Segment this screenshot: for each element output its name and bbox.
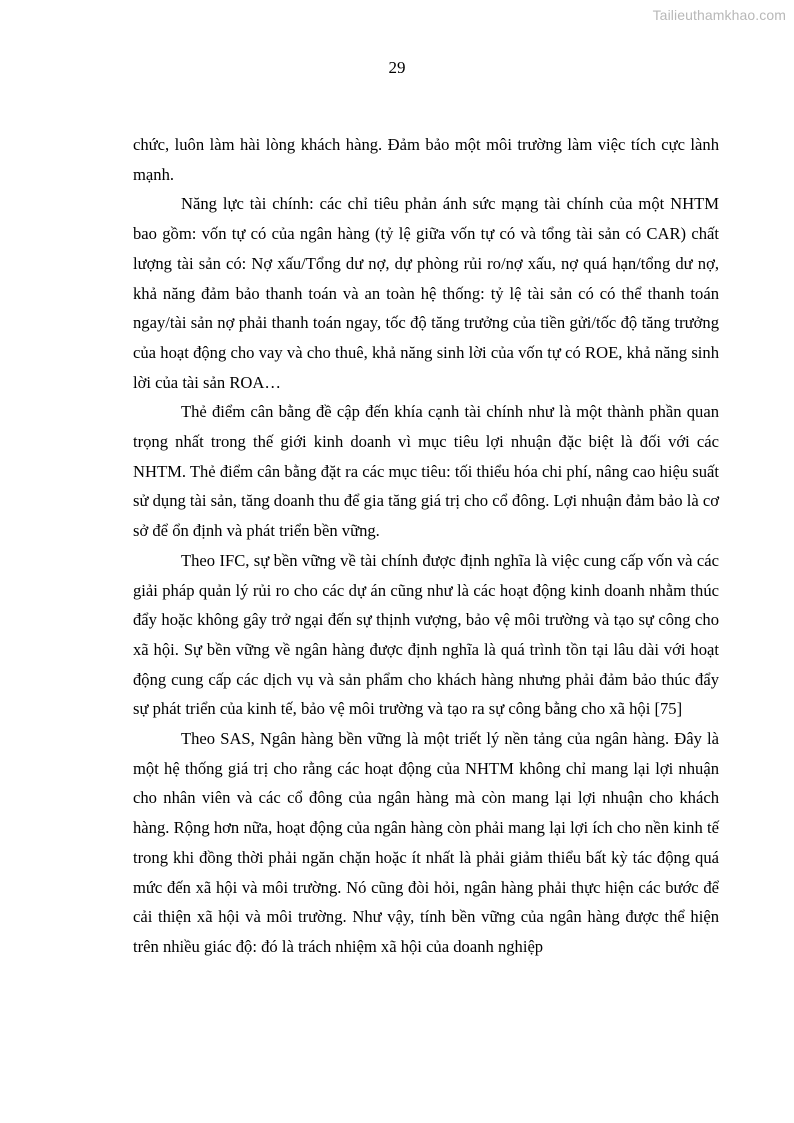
document-body (133, 130, 719, 962)
paragraph-4: Theo IFC, sự bền vững về tài chính được định nghĩa là việc cung cấp vốn và các giải pháp quản lý rủi ro cho các dự án cũng như là các hoạt động kinh doanh nhằm thúc đẩy hoặc không gây trở ngại đến sự thịnh vượng, bảo vệ môi trường và tạo sự công cho xã hội. Sự bền vững về ngân hàng được định nghĩa là quá trình tồn tại lâu dài với hoạt động cung cấp các dịch vụ và sản phẩm cho khách hàng nhưng phải đảm bảo thúc đẩy sự phát triển của kinh tế, bảo vệ môi trường và tạo ra sự công bằng cho xã hội [75] (133, 550, 719, 719)
page-number: 29 (388, 58, 406, 77)
paragraph-5: Theo SAS, Ngân hàng bền vững là một triết lý nền tảng của ngân hàng. Đây là một hệ thống giá trị cho rằng các hoạt động của NHTM không chỉ mang lại lợi nhuận cho nhân viên và các cổ đông của ngân hàng mà còn mang lại lợi nhuận cho khách hàng. Rộng hơn nữa, hoạt động của ngân hàng còn phải mang lại lợi ích cho nền kinh tế trong khi đồng thời phải ngăn chặn hoặc ít nhất là phải giảm thiểu bất kỳ tác động quá mức đến xã hội và môi trường. Nó cũng đòi hỏi, ngân hàng phải thực hiện các bước để cải thiện xã hội và môi trường. Như vậy, tính bền vững của ngân hàng được thể hiện trên nhiều giác độ: đó là trách nhiệm xã hội của doanh nghiệp (133, 729, 719, 956)
paragraph-1: chức, luôn làm hài lòng khách hàng. Đảm bảo một môi trường làm việc tích cực lành mạnh. (133, 135, 719, 184)
paragraph-2: Năng lực tài chính: các chỉ tiêu phản ánh sức mạng tài chính của một NHTM bao gồm: vốn tự có của ngân hàng (tỷ lệ giữa vốn tự có và tổng tài sản có CAR) chất lượng tài sản có: Nợ xấu/Tổng dư nợ, dự phòng rủi ro/nợ xấu, nợ quá hạn/tổng dư nợ, khả năng đảm bảo thanh toán và an toàn hệ thống: tỷ lệ tài sản có có thể thanh toán ngay/tài sản nợ phải thanh toán ngay, tốc độ tăng trưởng của tiền gửi/tốc độ tăng trưởng của hoạt động cho vay và cho thuê, khả năng sinh lời của vốn tự có ROE, khả năng sinh lời của tài sản ROA… (133, 194, 719, 392)
paragraph-3: Thẻ điểm cân bằng đề cập đến khía cạnh tài chính như là một thành phần quan trọng nhất trong thế giới kinh doanh vì mục tiêu lợi nhuận đặc biệt là đối với các NHTM. Thẻ điểm cân bằng đặt ra các mục tiêu: tối thiểu hóa chi phí, nâng cao hiệu suất sử dụng tài sản, tăng doanh thu để gia tăng giá trị cho cổ đông. Lợi nhuận đảm bảo là cơ sở để ổn định và phát triển bền vững. (133, 402, 719, 541)
watermark: Tailieuthamkhao.com (652, 7, 786, 23)
